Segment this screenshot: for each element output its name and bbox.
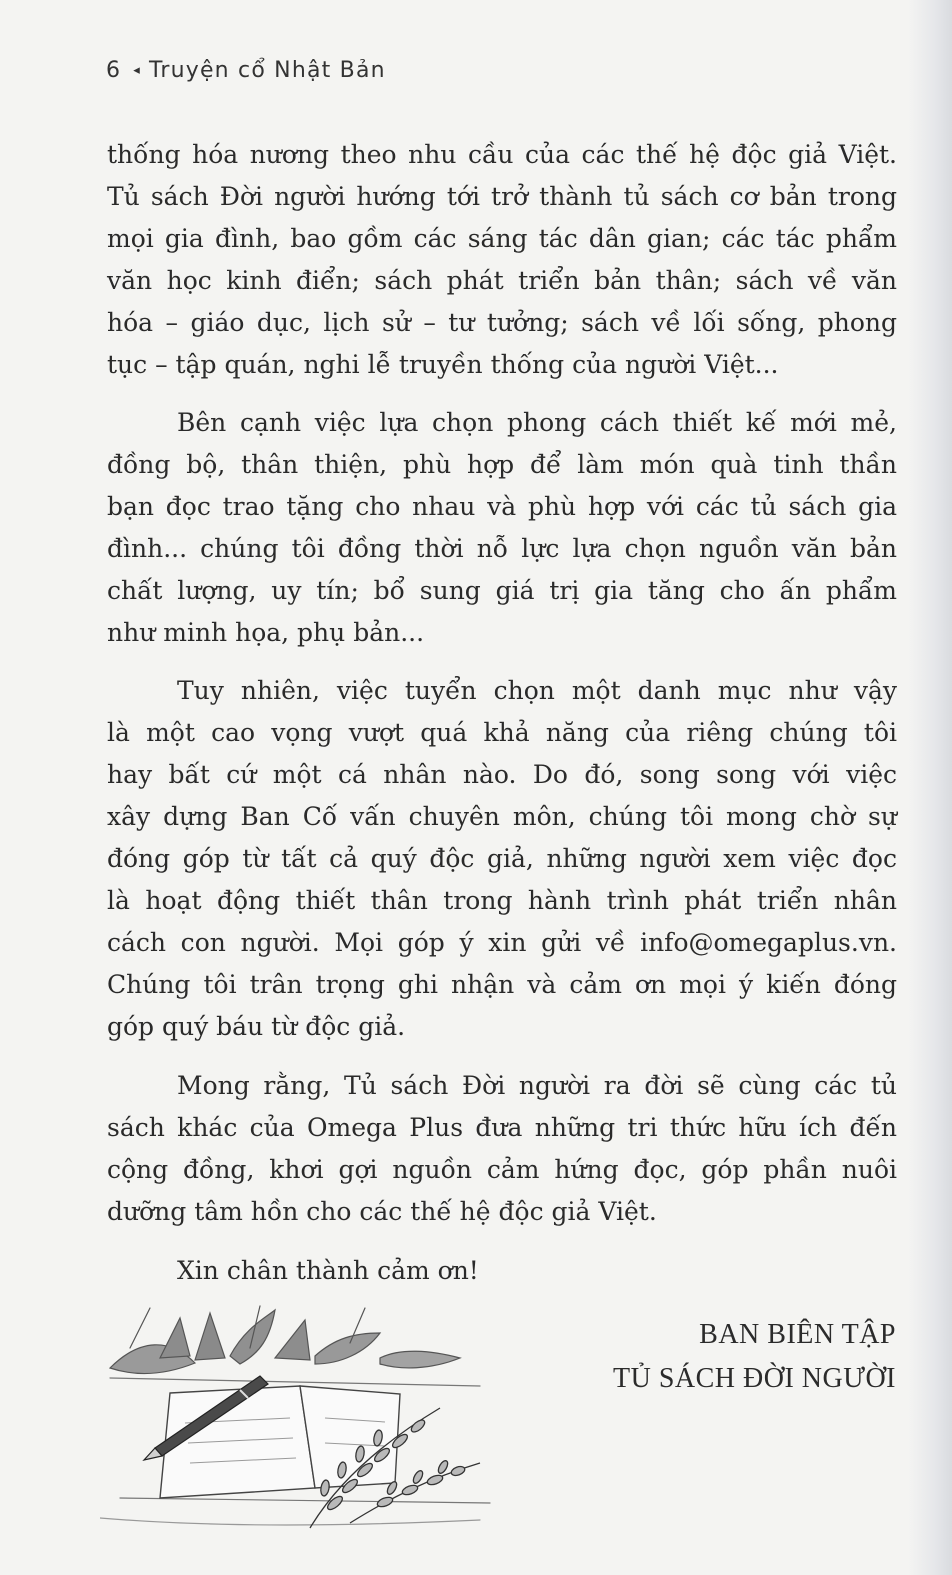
signature-line-series: TỦ SÁCH ĐỜI NGƯỜI <box>613 1363 896 1394</box>
text-line: xây dựng Ban Cố vấn chuyên môn, chúng tôi mong chờ sự <box>107 802 897 831</box>
text-line: như minh họa, phụ bản... <box>107 618 425 647</box>
text-line: mọi gia đình, bao gồm các sáng tác dân gian; các tác phẩm <box>107 224 897 253</box>
book-title: Truyện cổ Nhật Bản <box>148 58 386 83</box>
page-edge-shadow <box>908 0 952 1575</box>
text-line: là một cao vọng vượt quá khả năng của riêng chúng tôi <box>107 718 897 747</box>
text-line: Chúng tôi trân trọng ghi nhận và cảm ơn mọi ý kiến đóng <box>107 970 897 999</box>
signature-block <box>613 1313 896 1401</box>
text-line: Bên cạnh việc lựa chọn phong cách thiết kế mới mẻ, <box>177 408 897 437</box>
text-line: là hoạt động thiết thân trong hành trình phát triển nhân <box>107 886 897 915</box>
text-line: sách khác của Omega Plus đưa những tri thức hữu ích đến <box>107 1113 897 1142</box>
pen-notebook-fern-illustration-icon <box>100 1298 500 1538</box>
text-line: Tuy nhiên, việc tuyển chọn một danh mục như vậy <box>177 676 897 705</box>
text-line: hay bất cứ một cá nhân nào. Do đó, song song với việc <box>107 760 897 789</box>
text-line: Mong rằng, Tủ sách Đời người ra đời sẽ cùng các tủ <box>177 1071 897 1100</box>
text-line: đình... chúng tôi đồng thời nỗ lực lựa chọn nguồn văn bản <box>107 534 897 563</box>
text-line: góp quý báu từ độc giả. <box>107 1012 406 1041</box>
text-line: bạn đọc trao tặng cho nhau và phù hợp với các tủ sách gia <box>107 492 897 521</box>
text-line: dưỡng tâm hồn cho các thế hệ độc giả Việt. <box>107 1197 657 1226</box>
text-line: thống hóa nương theo nhu cầu của các thế hệ độc giả Việt. <box>107 140 897 169</box>
text-line: hóa – giáo dục, lịch sử – tư tưởng; sách về lối sống, phong <box>107 308 897 337</box>
text-line: đồng bộ, thân thiện, phù hợp để làm món quà tinh thần <box>107 450 897 479</box>
text-line: cách con người. Mọi góp ý xin gửi về info@omegaplus.vn. <box>107 928 897 957</box>
text-line: tục – tập quán, nghi lễ truyền thống của người Việt... <box>107 350 779 379</box>
arrow-left-icon: ◂ <box>133 63 141 78</box>
signature-line-editors: BAN BIÊN TẬP <box>699 1319 896 1350</box>
text-line: Tủ sách Đời người hướng tới trở thành tủ sách cơ bản trong <box>107 182 897 211</box>
text-line: cộng đồng, khơi gợi nguồn cảm hứng đọc, góp phần nuôi <box>107 1155 897 1184</box>
text-line: đóng góp từ tất cả quý độc giả, những người xem việc đọc <box>107 844 897 873</box>
closing-line: Xin chân thành cảm ơn! <box>177 1256 479 1285</box>
text-line: chất lượng, uy tín; bổ sung giá trị gia tăng cho ấn phẩm <box>107 576 897 605</box>
page-number: 6 <box>106 58 122 83</box>
text-line: văn học kinh điển; sách phát triển bản thân; sách về văn <box>107 266 897 295</box>
running-header <box>106 58 386 83</box>
